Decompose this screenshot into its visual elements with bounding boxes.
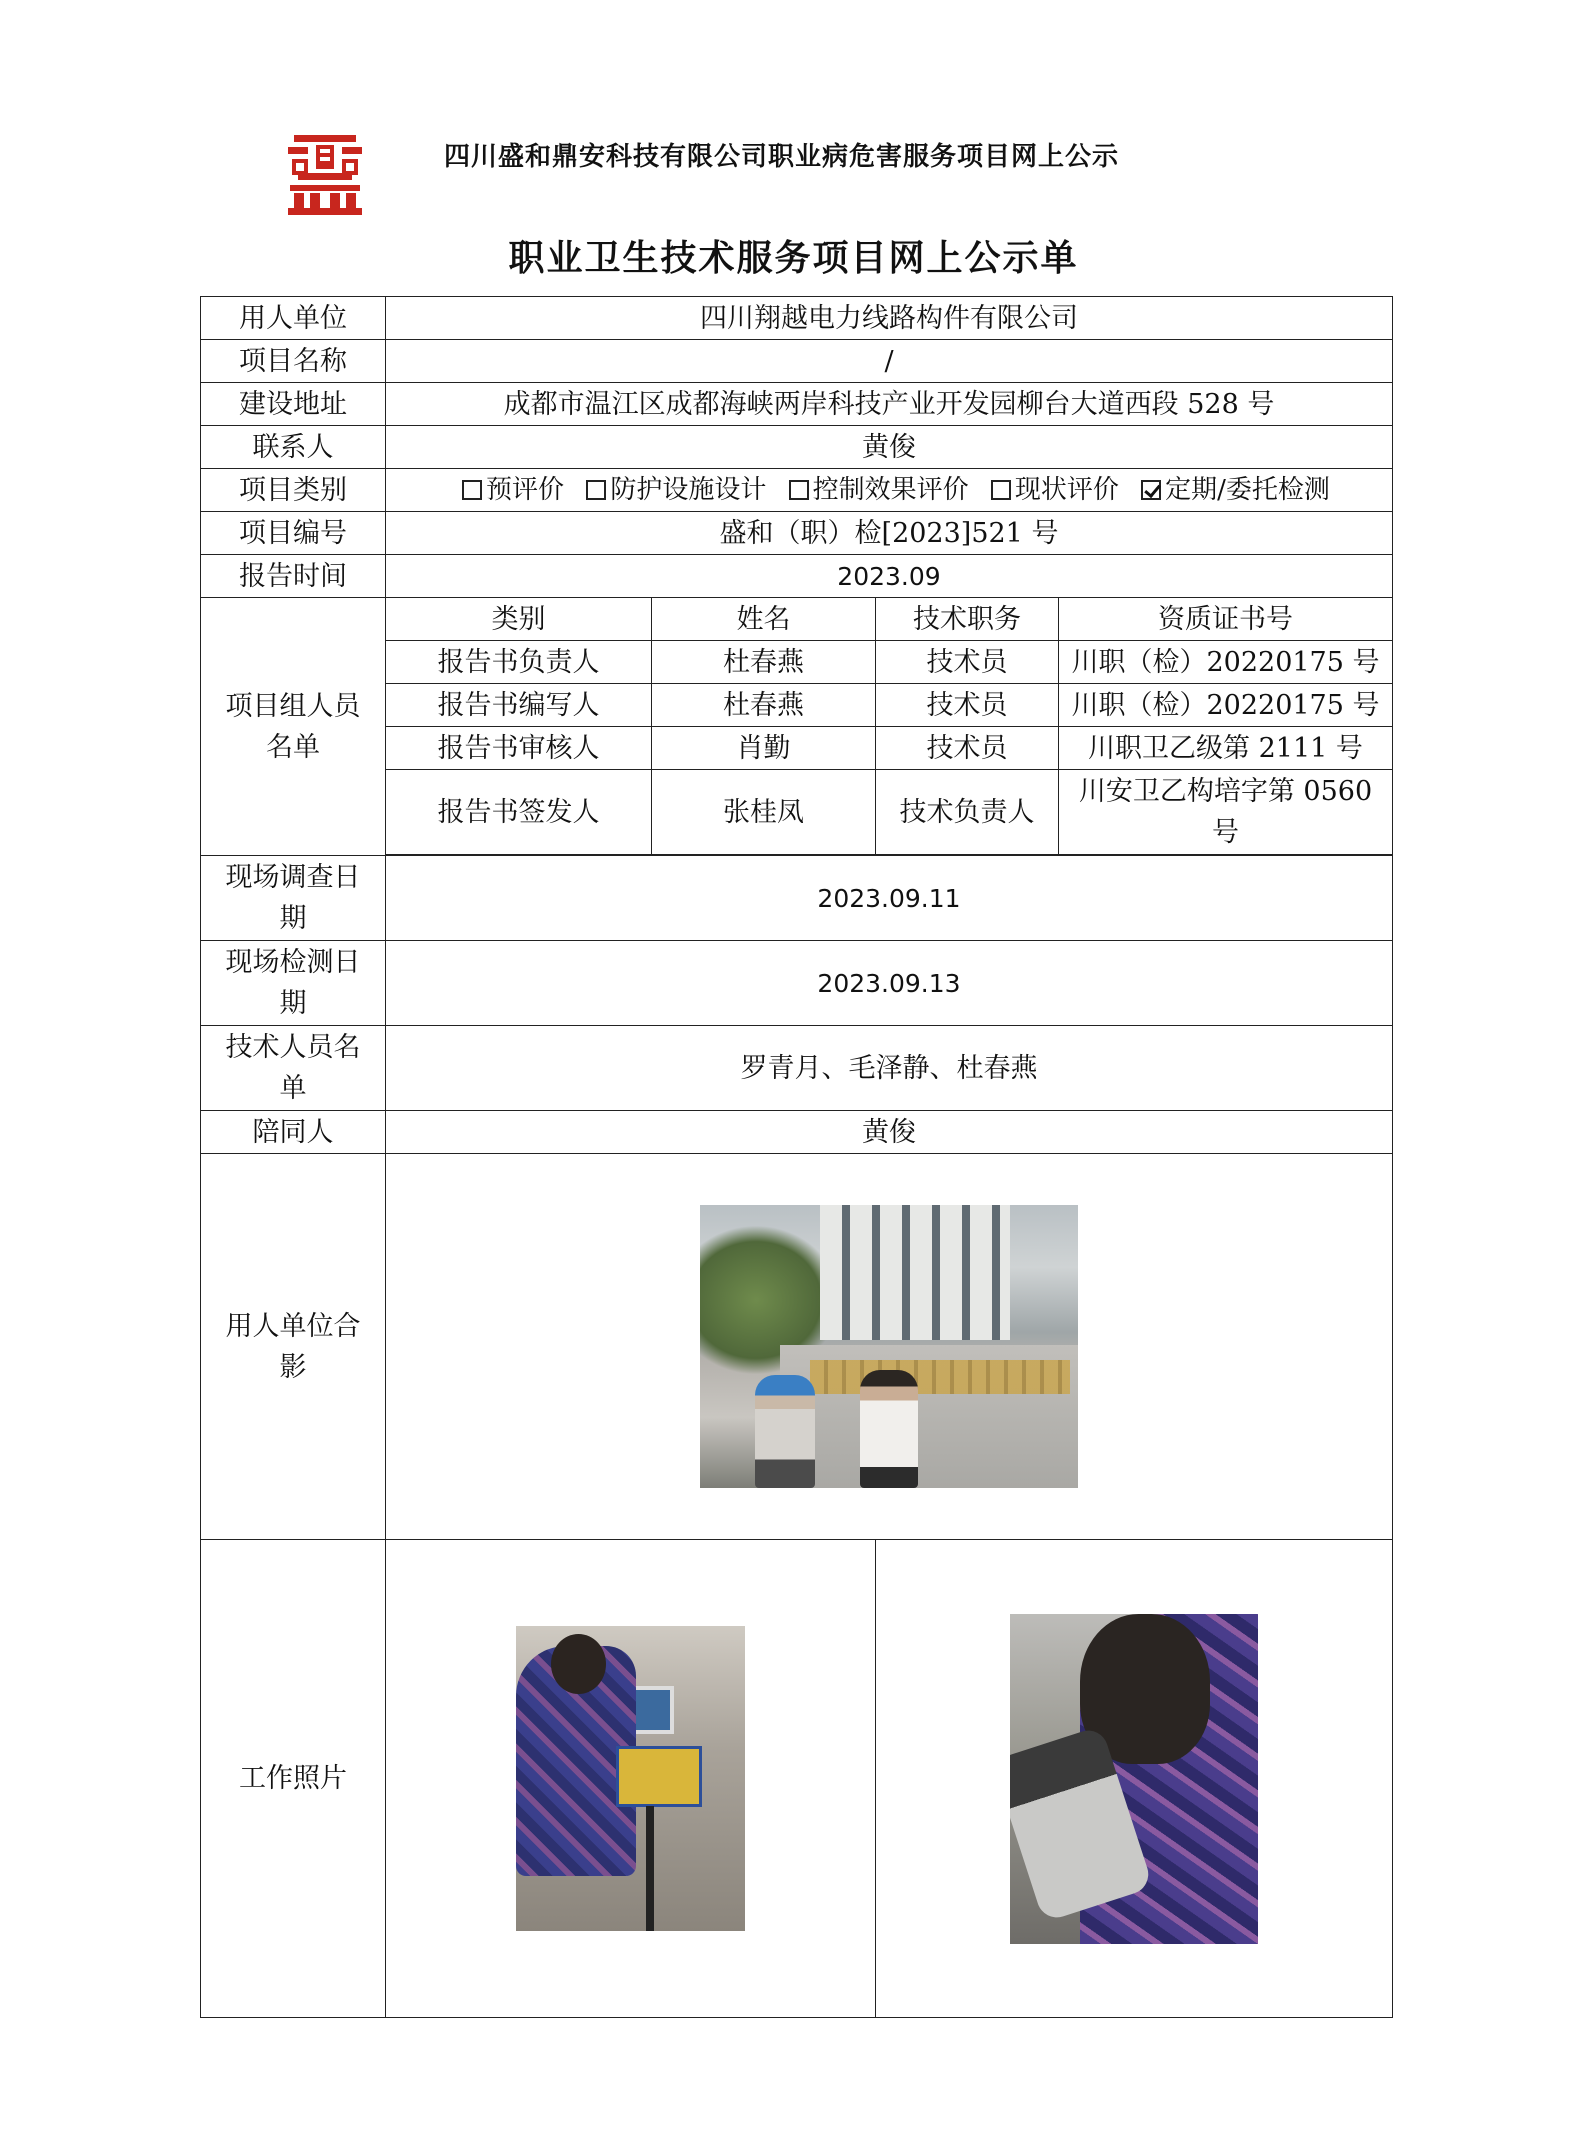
work-photos-label: 工作照片 xyxy=(201,1540,386,2018)
team-title: 技术员 xyxy=(876,684,1059,727)
work-photo-noise-meter xyxy=(1010,1614,1258,1944)
row-project-name xyxy=(201,340,1393,383)
row-address xyxy=(201,383,1393,426)
row-contact xyxy=(201,426,1393,469)
team-name: 杜春燕 xyxy=(652,684,876,727)
project-name-label: 项目名称 xyxy=(201,340,386,383)
survey-date-label-line2: 期 xyxy=(279,903,307,934)
test-date-value: 2023.09.13 xyxy=(386,941,1393,1026)
team-cert: 川职（检）20220175 号 xyxy=(1059,684,1393,727)
employer-label: 用人单位 xyxy=(201,297,386,340)
project-number-label: 项目编号 xyxy=(201,512,386,555)
team-header-category: 类别 xyxy=(386,598,652,641)
checkbox-protection-design xyxy=(586,480,606,500)
team-cert: 川职卫乙级第 2111 号 xyxy=(1059,727,1393,770)
technicians-value: 罗青月、毛泽静、杜春燕 xyxy=(386,1026,1393,1111)
team-cert: 川职（检）20220175 号 xyxy=(1059,641,1393,684)
option-periodic-testing: 定期/委托检测 xyxy=(1165,474,1330,505)
team-cert xyxy=(1059,770,1393,855)
team-name: 肖勤 xyxy=(652,727,876,770)
team-header-row xyxy=(201,598,1393,641)
work-photo-cell-1 xyxy=(386,1540,876,2018)
report-time-label: 报告时间 xyxy=(201,555,386,598)
project-number-value: 盛和（职）检[2023]521 号 xyxy=(386,512,1393,555)
group-photo-cell xyxy=(386,1154,1393,1540)
technicians-label-line1: 技术人员名 xyxy=(225,1032,361,1063)
option-status-evaluation: 现状评价 xyxy=(1014,474,1119,505)
team-label-line2: 名单 xyxy=(266,731,320,763)
team-header-name: 姓名 xyxy=(652,598,876,641)
row-category xyxy=(201,469,1393,512)
group-photo xyxy=(700,1205,1078,1488)
team-cert-line1: 川安卫乙构培字第 0560 xyxy=(1078,776,1373,807)
project-name-value: / xyxy=(386,340,1393,383)
team-header-cert: 资质证书号 xyxy=(1059,598,1393,641)
group-photo-label-line2: 影 xyxy=(279,1351,307,1383)
team-title: 技术员 xyxy=(876,641,1059,684)
checkbox-status-evaluation xyxy=(991,480,1011,500)
option-control-effect: 控制效果评价 xyxy=(812,474,969,505)
row-survey-date xyxy=(201,856,1393,941)
team-label xyxy=(201,598,386,856)
company-logo xyxy=(288,133,362,215)
row-employer xyxy=(201,297,1393,340)
team-name: 杜春燕 xyxy=(652,641,876,684)
row-test-date xyxy=(201,941,1393,1026)
group-photo-label xyxy=(201,1154,386,1540)
team-title: 技术员 xyxy=(876,727,1059,770)
test-date-label-line2: 期 xyxy=(279,988,307,1019)
category-label: 项目类别 xyxy=(201,469,386,512)
technicians-label xyxy=(201,1026,386,1111)
test-date-label-line1: 现场检测日 xyxy=(225,947,361,978)
checkbox-control-effect xyxy=(789,480,809,500)
row-companion xyxy=(201,1111,1393,1154)
row-report-time xyxy=(201,555,1393,598)
team-role: 报告书负责人 xyxy=(386,641,652,684)
companion-label: 陪同人 xyxy=(201,1111,386,1154)
team-role: 报告书签发人 xyxy=(386,770,652,855)
option-protection-design: 防护设施设计 xyxy=(610,474,767,505)
team-title: 技术负责人 xyxy=(876,770,1059,855)
contact-value: 黄俊 xyxy=(386,426,1393,469)
team-label-line1: 项目组人员 xyxy=(225,690,361,722)
checkbox-periodic-testing xyxy=(1141,480,1161,500)
option-pre-evaluation: 预评价 xyxy=(486,474,565,505)
employer-value: 四川翔越电力线路构件有限公司 xyxy=(386,297,1393,340)
companion-value: 黄俊 xyxy=(386,1111,1393,1154)
document-title: 职业卫生技术服务项目网上公示单 xyxy=(508,237,1079,279)
row-project-number xyxy=(201,512,1393,555)
row-work-photos xyxy=(201,1540,1393,2018)
team-cert-line2: 号 xyxy=(1212,817,1239,848)
team-role: 报告书编写人 xyxy=(386,684,652,727)
work-photo-cell-2 xyxy=(876,1540,1393,2018)
row-technicians xyxy=(201,1026,1393,1111)
test-date-label xyxy=(201,941,386,1026)
header-title: 四川盛和鼎安科技有限公司职业病危害服务项目网上公示 xyxy=(444,142,1120,172)
row-group-photo xyxy=(201,1154,1393,1540)
checkbox-pre-evaluation xyxy=(462,480,482,500)
survey-date-value: 2023.09.11 xyxy=(386,856,1393,941)
category-options xyxy=(386,469,1393,512)
address-value: 成都市温江区成都海峡两岸科技产业开发园柳台大道西段 528 号 xyxy=(386,383,1393,426)
survey-date-label xyxy=(201,856,386,941)
work-photo-sampling xyxy=(516,1626,745,1931)
team-name: 张桂凤 xyxy=(652,770,876,855)
team-header-title: 技术职务 xyxy=(876,598,1059,641)
publicity-form-table xyxy=(200,296,1393,2018)
team-role: 报告书审核人 xyxy=(386,727,652,770)
report-time-value: 2023.09 xyxy=(386,555,1393,598)
technicians-label-line2: 单 xyxy=(279,1073,307,1104)
contact-label: 联系人 xyxy=(201,426,386,469)
address-label: 建设地址 xyxy=(201,383,386,426)
survey-date-label-line1: 现场调查日 xyxy=(225,862,361,893)
group-photo-label-line1: 用人单位合 xyxy=(225,1310,361,1342)
